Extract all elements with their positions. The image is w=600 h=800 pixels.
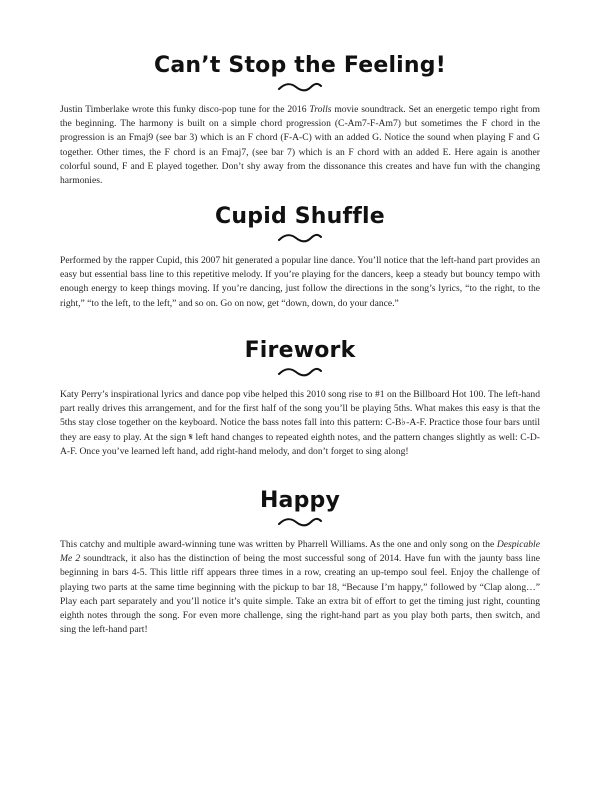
movie-title: Despicable Me 2 <box>60 539 540 565</box>
section-body: This catchy and multiple award-winning tune was written by Pharrell Williams. As the one and only song on the Despicable Me 2 soundtrack, it also has the distinction of being the most successful song of 2014. Have fun with the jaunty bass line beginning in bars 4-5. This little riff appears three times in a row, creating an up-tempo soul feel. Enjoy the challenge of playing two parts at the same time beginning with the pickup to bar 18, “Because I’m happy,” followed by “Clap along…” Play each part separately and you’ll notice it’s quite simple. Take an extra bit of effort to get the timing just right, counting eighth notes through the song. For even more challenge, sing the right-hand part as you play both parts, then switch, and sing the left-hand part! <box>60 539 541 636</box>
section-body: Performed by the rapper Cupid, this 2007 hit generated a popular line dance. You’ll notice that the left-hand part provides an easy but essential bass line to this repetitive melody. If you’re playing for the dancers, keep a steady but bouncy tempo with enough energy to keep things moving. If you’re dancing, just follow the directions in the song’s lyrics, “to the right, to the right,” “to the left, to the left,” and so on. Go on now, get “down, down, do your dance.” <box>60 255 540 309</box>
swash-ornament-icon <box>277 233 323 244</box>
swash-ornament-icon <box>277 367 323 378</box>
swash-ornament-icon <box>277 82 323 93</box>
section-title: Cupid Shuffle <box>215 204 385 229</box>
section-body: Katy Perry’s inspirational lyrics and dance pop vibe helped this 2010 song rise to #1 on the Billboard Hot 100. The left-hand part really drives this arrangement, and for the first half of the song you’ll be playing 5ths. What makes this easy is that the 5ths stay close together on the keyboard. Notice the bass notes fall into this pattern: C-B♭-A-F. Practice those four bars until they are easy to play. At the sign 𝄋 left hand changes to repeated eighth notes, and the pattern changes slightly as well: C-D-A-F. Once you’ve learned left hand, add right-hand melody, and don’t forget to sing along! <box>60 389 540 457</box>
movie-title: Trolls <box>309 104 332 115</box>
section-cupid-shuffle <box>0 204 600 311</box>
section-happy <box>0 488 600 637</box>
swash-ornament-icon <box>277 517 323 528</box>
section-firework <box>0 338 600 459</box>
section-title: Can’t Stop the Feeling! <box>154 53 446 78</box>
section-cant-stop-the-feeling <box>0 53 600 188</box>
section-title: Firework <box>244 338 356 363</box>
section-body: Justin Timberlake wrote this funky disco-pop tune for the 2016 Trolls movie soundtrack. Set an energetic tempo right from the beginning. The harmony is built on a simple chord progression (C-Am7-F-Am7) but sometimes the F chord in the progression is an Fmaj9 (see bar 3) which is an F chord (F-A-C) with an added G. Notice the sound when playing F and G together. Other times, the F chord is an Fmaj7, (see bar 7) which is an F chord with an added E. Here again is another colorful sound, F and E played together. Don’t shy away from the dissonance this creates and have fun with the changing harmonies. <box>60 104 541 187</box>
section-title: Happy <box>259 488 341 513</box>
